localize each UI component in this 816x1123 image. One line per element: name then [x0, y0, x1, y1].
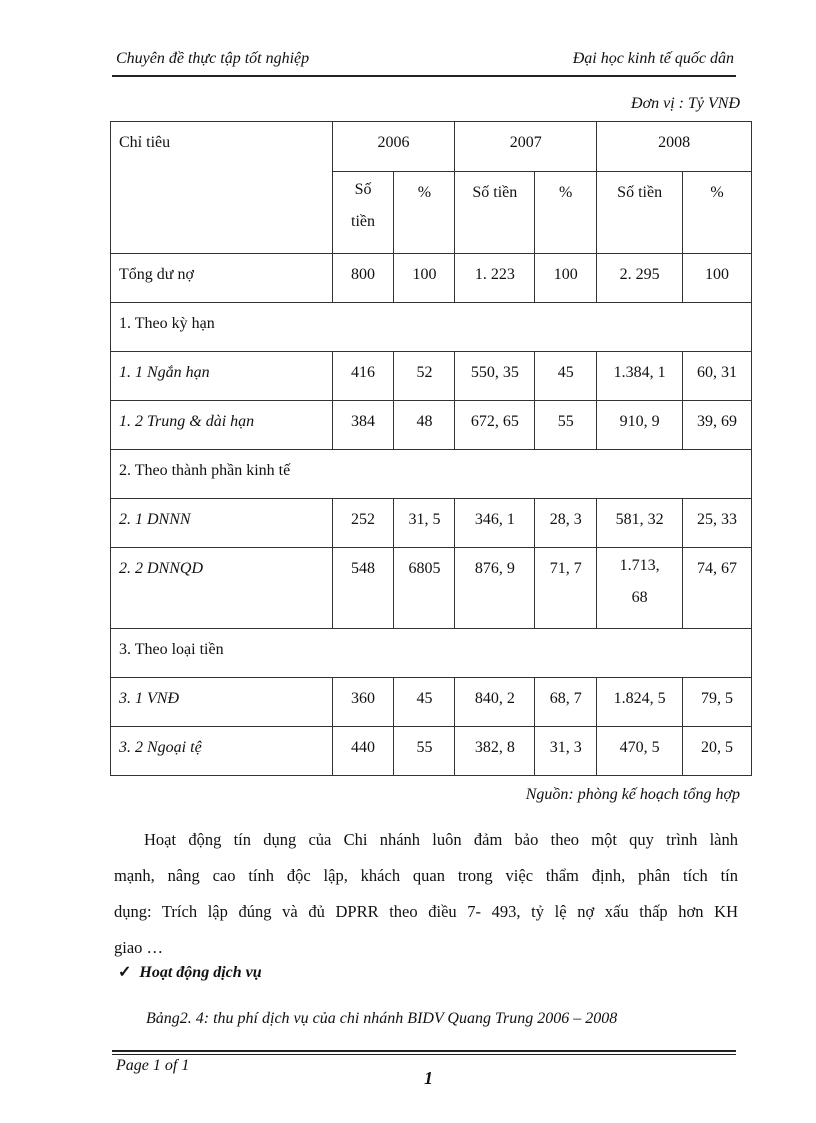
cell-value: 45	[535, 352, 597, 401]
header-cell-indicator: Chỉ tiêu	[111, 122, 333, 254]
section-row	[111, 450, 752, 499]
section-row	[111, 629, 752, 678]
cell-value: 52	[394, 352, 455, 401]
row-label: 1. 1 Ngắn hạn	[111, 352, 333, 401]
header-cell-2007: 2007	[455, 122, 597, 172]
page-number: 1	[424, 1068, 433, 1088]
cell-value: 31, 5	[394, 499, 455, 548]
table-caption: Bảng2. 4: thu phí dịch vụ của chi nhánh BIDV Quang Trung 2006 – 2008	[146, 1010, 618, 1027]
cell-value: 6805	[394, 548, 455, 629]
cell-value: 252	[332, 499, 394, 548]
cell-value: 910, 9	[597, 401, 683, 450]
section-heading	[118, 962, 262, 982]
table-source: Nguồn: phòng kế hoạch tổng hợp	[525, 786, 740, 803]
cell-value: 1.824, 5	[597, 678, 683, 727]
table-row	[111, 401, 752, 450]
cell-value: 45	[394, 678, 455, 727]
table-row	[111, 499, 752, 548]
header-cell-2006: 2006	[332, 122, 455, 172]
cell-value: 876, 9	[455, 548, 535, 629]
paragraph-line: Hoạt động tín dụng của Chi nhánh luôn đảm bảo theo một quy trình lành	[144, 830, 738, 849]
table-row	[111, 678, 752, 727]
cell-value: 1.384, 1	[597, 352, 683, 401]
cell-value: 840, 2	[455, 678, 535, 727]
cell-value: 550, 35	[455, 352, 535, 401]
cell-value: 100	[683, 254, 752, 303]
section-title: 3. Theo loại tiền	[111, 629, 752, 678]
cell-value: 416	[332, 352, 394, 401]
cell-value: 60, 31	[683, 352, 752, 401]
table-row	[111, 727, 752, 776]
cell-value: 31, 3	[535, 727, 597, 776]
paragraph-line: mạnh, nâng cao tính độc lập, khách quan trong việc thẩm định, phân tích tín	[114, 866, 738, 885]
table-row	[111, 254, 752, 303]
page-header	[114, 50, 736, 72]
header-left-title: Chuyên đề thực tập tốt nghiệp	[116, 50, 310, 67]
subheader-2008-amount: Số tiền	[597, 172, 683, 254]
cell-value: 74, 67	[683, 548, 752, 629]
table-header-row	[111, 122, 752, 172]
row-label: 2. 2 DNNQD	[111, 548, 333, 629]
cell-value: 382, 8	[455, 727, 535, 776]
section-heading-text: Hoạt động dịch vụ	[139, 964, 262, 981]
table-row	[111, 352, 752, 401]
cell-value: 79, 5	[683, 678, 752, 727]
row-label: 2. 1 DNNN	[111, 499, 333, 548]
header-right-title: Đại học kinh tế quốc dân	[572, 50, 734, 67]
row-label: 3. 2 Ngoại tệ	[111, 727, 333, 776]
cell-value: 20, 5	[683, 727, 752, 776]
row-label: 1. 2 Trung & dài hạn	[111, 401, 333, 450]
header-rule	[112, 75, 736, 77]
footer-page-info: Page 1 of 1	[116, 1057, 190, 1074]
subheader-2006-amount: Số tiền	[332, 172, 394, 254]
cell-value: 39, 69	[683, 401, 752, 450]
footer-rule-bottom	[112, 1054, 736, 1055]
section-title: 1. Theo kỳ hạn	[111, 303, 752, 352]
cell-value: 25, 33	[683, 499, 752, 548]
cell-value: 48	[394, 401, 455, 450]
header-cell-2008: 2008	[597, 122, 752, 172]
cell-value: 55	[394, 727, 455, 776]
cell-value: 28, 3	[535, 499, 597, 548]
cell-value: 360	[332, 678, 394, 727]
cell-value: 1. 223	[455, 254, 535, 303]
cell-value: 800	[332, 254, 394, 303]
paragraph-line: giao …	[114, 938, 164, 957]
row-label: Tổng dư nợ	[111, 254, 333, 303]
cell-value: 1.713, 68	[597, 548, 683, 629]
cell-value: 68, 7	[535, 678, 597, 727]
cell-value: 672, 65	[455, 401, 535, 450]
cell-value: 2. 295	[597, 254, 683, 303]
cell-value: 470, 5	[597, 727, 683, 776]
section-row	[111, 303, 752, 352]
cell-value: 548	[332, 548, 394, 629]
credit-table	[110, 121, 752, 776]
footer-rule-top	[112, 1050, 736, 1052]
cell-value: 346, 1	[455, 499, 535, 548]
subheader-2006-pct: %	[394, 172, 455, 254]
section-title: 2. Theo thành phần kinh tế	[111, 450, 752, 499]
row-label: 3. 1 VNĐ	[111, 678, 333, 727]
cell-value: 71, 7	[535, 548, 597, 629]
cell-value: 581, 32	[597, 499, 683, 548]
subheader-2008-pct: %	[683, 172, 752, 254]
cell-value: 55	[535, 401, 597, 450]
body-paragraph	[114, 822, 738, 966]
paragraph-line: dụng: Trích lập đúng và đủ DPRR theo điều 7- 493, tỷ lệ nợ xấu thấp hơn KH	[114, 902, 738, 921]
cell-value: 100	[394, 254, 455, 303]
checkmark-icon: ✓	[118, 964, 132, 981]
table-row	[111, 548, 752, 629]
unit-label: Đơn vị : Tỷ VNĐ	[631, 95, 740, 112]
cell-value: 440	[332, 727, 394, 776]
subheader-2007-pct: %	[535, 172, 597, 254]
cell-value: 100	[535, 254, 597, 303]
subheader-2007-amount: Số tiền	[455, 172, 535, 254]
cell-value: 384	[332, 401, 394, 450]
